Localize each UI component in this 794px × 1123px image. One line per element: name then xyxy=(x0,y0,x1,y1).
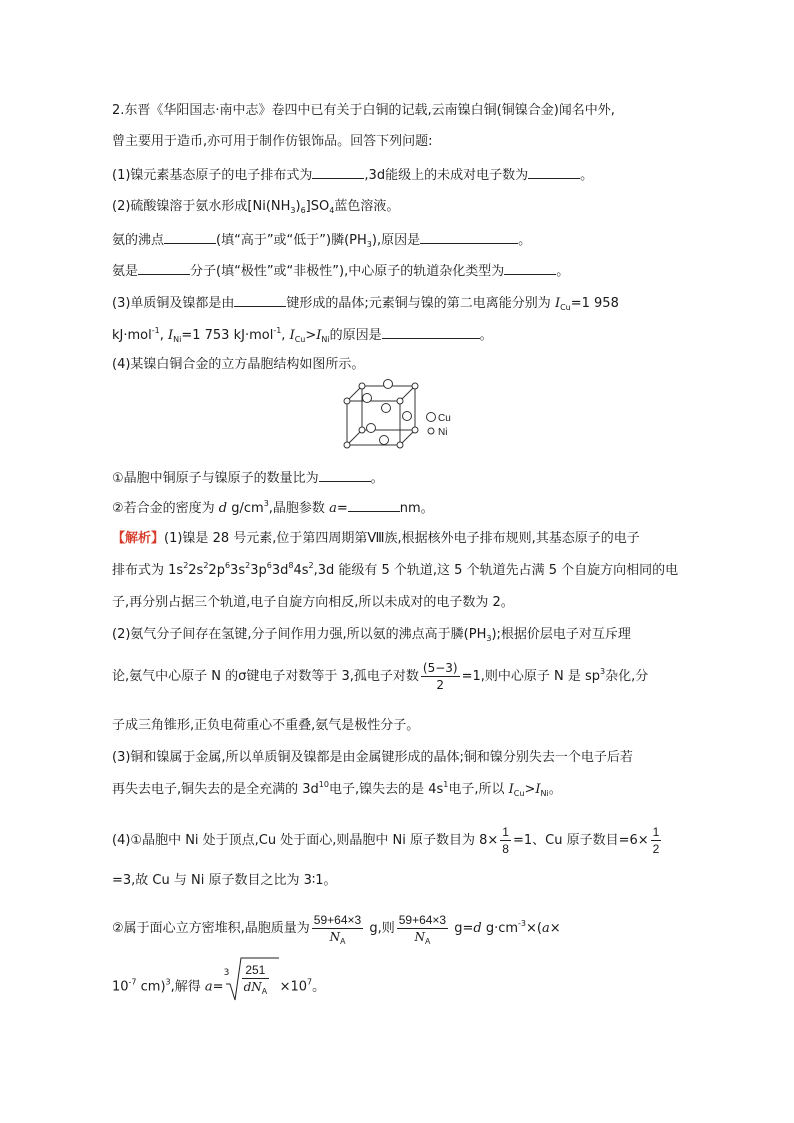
question-part-2: (2)硫酸镍溶于氨水形成$[Ni(NH_3)_6]SO_4$蓝色溶液。 xyxy=(112,199,400,215)
analysis-part-4-item-2-line-2: $10^{-7}$ cm)$^3$,解得 a= 3 251 $dN_A$ $\times 10^7$。 xyxy=(112,978,325,997)
ni-atom xyxy=(344,442,350,448)
answer-blank[interactable] xyxy=(312,166,364,179)
cu-atom xyxy=(367,424,376,433)
question-part-2-line-3: 氨是 分子(填“极性”或“非极性”),中心原子的轨道杂化类型为 。 xyxy=(112,264,570,279)
unit-cell-figure xyxy=(338,376,470,450)
answer-blank[interactable] xyxy=(420,231,518,244)
question-part-1: (1)镍元素基态原子的电子排布式为 ,3d能级上的未成对电子数为 。 xyxy=(112,168,594,183)
question-part-2-line-2: 氨的沸点 (填“高于”或“低于”)膦$(PH_3)$,原因是 。 xyxy=(112,233,532,249)
ni-atom xyxy=(344,398,350,404)
analysis-part-4-item-2-line-1: ②属于面心立方密堆积,晶胞质量为 $\frac{59+64\times 3}{N_A}$ g,则 $\frac{59+64\times 3}{N_A}$ g=d $g\cdot cm^{-3}\times(a\times$ xyxy=(112,913,561,946)
question-part-4: (4)某镍白铜合金的立方晶胞结构如图所示。 xyxy=(112,357,365,372)
legend-ni-symbol xyxy=(428,428,434,434)
analysis-part-1-line-1: 【解析】(1)镍是 28 号元素,位于第四周期第Ⅷ族,根据核外电子排布规则,其基态原子的电子 xyxy=(112,531,640,546)
question-part-4-item-1: ①晶胞中铜原子与镍原子的数量比为 。 xyxy=(112,471,384,486)
lone-pair-fraction: $\frac{(5-3)}{2}$ xyxy=(422,661,458,692)
analysis-part-3-line-1: (3)铜和镍属于金属,所以单质铜及镍都是由金属键形成的晶体;铜和镍分别失去一个电子后若 xyxy=(112,750,633,765)
fraction-one-eighth: $\frac{1}{8}$ xyxy=(502,825,509,856)
ni-atom xyxy=(397,442,403,448)
cu-atom xyxy=(384,380,393,389)
cu-atom xyxy=(403,412,412,421)
analysis-tag: 【解析】 xyxy=(112,531,165,546)
answer-blank[interactable] xyxy=(164,231,216,244)
question-intro-line-1: 2.东晋《华阳国志·南中志》卷四中已有关于白铜的记载,云南镍白铜(铜镍合金)闻名中外, xyxy=(112,103,615,118)
fraction-one-half: $\frac{1}{2}$ xyxy=(652,825,660,856)
cell-mass-fraction: $\frac{59+64\times 3}{N_A}$ xyxy=(398,913,447,946)
ni-atom xyxy=(412,427,418,433)
legend-cu-symbol xyxy=(427,413,436,422)
cu-atom xyxy=(363,394,372,403)
ni-atom xyxy=(397,398,403,404)
analysis-part-3-line-2: 再失去电子,铜失去的是全充满的 $3d^{10}$电子,镍失去的是 $4s^1$电子,所以 $I_{Cu}>I_{Ni}$。 xyxy=(112,780,562,798)
legend-cu-label: Cu xyxy=(438,413,451,424)
cell-mass-fraction: $\frac{59+64\times 3}{N_A}$ xyxy=(313,913,362,946)
analysis-part-2-line-3: 子成三角锥形,正负电荷重心不重叠,氨气是极性分子。 xyxy=(112,718,420,733)
analysis-part-4-line-1: (4)①晶胞中 Ni 处于顶点,Cu 处于面心,则晶胞中 Ni 原子数目为 8× $\frac{1}{8}$ =1、Cu 原子数目=6× $\frac{1}{2}$ xyxy=(112,825,660,856)
answer-blank[interactable] xyxy=(382,326,480,339)
ni-atom xyxy=(412,383,418,389)
answer-blank[interactable] xyxy=(319,469,371,482)
question-part-3: (3)单质铜及镍都是由 键形成的晶体;元素铜与镍的第二电离能分别为 $I_{Cu}=1$ 958 xyxy=(112,296,619,312)
question-intro-line-2: 曾主要用于造币,亦可用于制作仿银饰品。回答下列问题: xyxy=(112,134,433,149)
ni-atom xyxy=(359,427,365,433)
ni-atom xyxy=(359,383,365,389)
legend-ni-label: Ni xyxy=(438,427,448,438)
cu-atom xyxy=(380,436,389,445)
answer-blank[interactable] xyxy=(528,166,580,179)
analysis-part-1-line-3: 子,再分别占据三个轨道,电子自旋方向相反,所以未成对的电子数为 2。 xyxy=(112,595,514,610)
question-part-3-line-2: kJ·mol$^{-1}$, $I_{Ni}=1$ 753 kJ·mol$^{-1}$, $I_{Cu}>I_{Ni}$的原因是 。 xyxy=(112,326,493,344)
answer-blank[interactable] xyxy=(234,294,286,307)
analysis-part-2-line-1: (2)氨气分子间存在氢键,分子间作用力强,所以氨的沸点高于膦$(PH_3)$;根据价层电子对互斥理 xyxy=(112,627,631,643)
answer-blank[interactable] xyxy=(348,499,400,512)
question-part-4-item-2: ②若合金的密度为 d $g/cm^3$,晶胞参数 a= nm。 xyxy=(112,499,434,516)
answer-blank[interactable] xyxy=(138,262,190,275)
cu-atom xyxy=(382,404,391,413)
cube-root-expression: 3 251 $dN_A$ xyxy=(224,978,280,996)
analysis-part-4-line-2: =3,故 Cu 与 Ni 原子数目之比为 3∶1。 xyxy=(112,873,337,888)
analysis-part-2-line-2: 论,氨气中心原子 N 的σ键电子对数等于 3,孤电子对数 $\frac{(5-3)}{2}$ =1,则中心原子 N 是 $sp^3$杂化,分 xyxy=(112,661,649,692)
answer-blank[interactable] xyxy=(504,262,556,275)
analysis-part-1-line-2: 排布式为 $1s^22s^22p^63s^23p^63d^84s^2,3d$ 能级有 5 个轨道,这 5 个轨道先占满 5 个自旋方向相同的电 xyxy=(112,561,679,578)
